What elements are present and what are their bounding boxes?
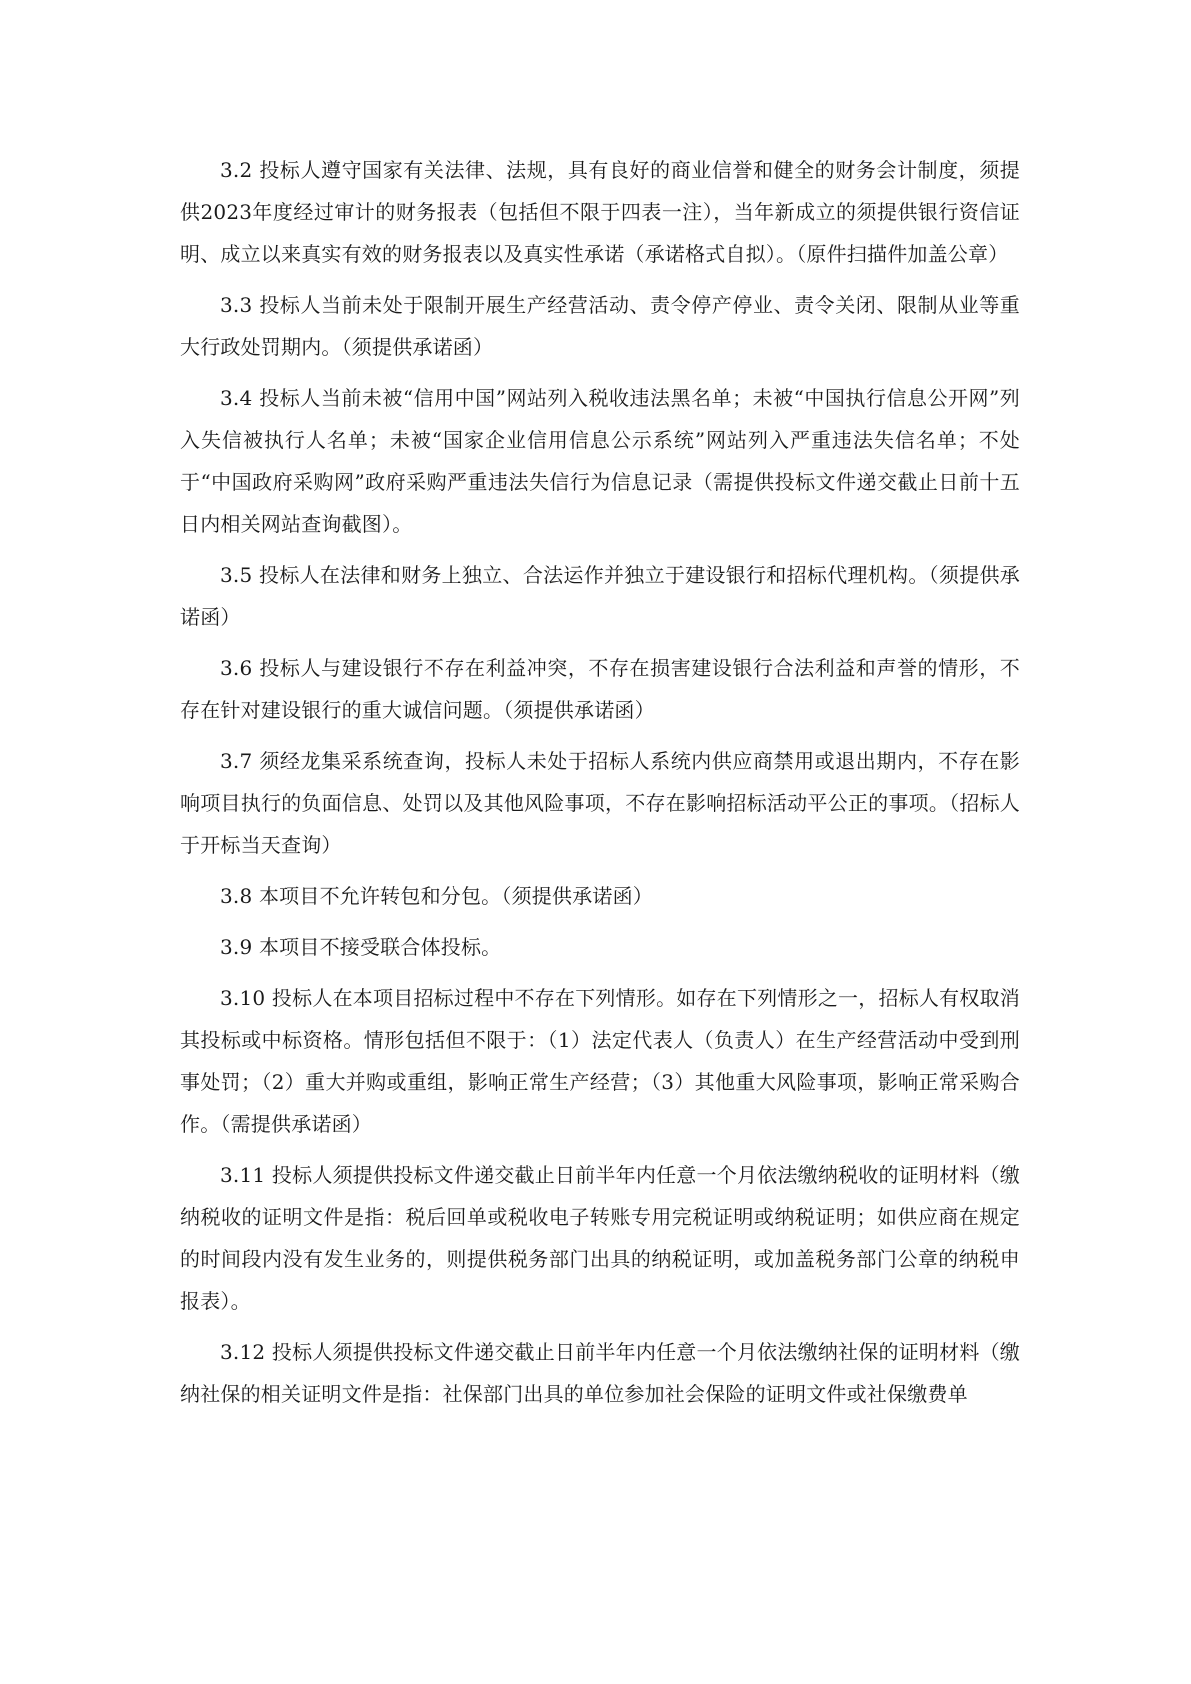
- paragraph-3-2: 3.2 投标人遵守国家有关法律、法规，具有良好的商业信誉和健全的财务会计制度，须提供2023年度经过审计的财务报表（包括但不限于四表一注），当年新成立的须提供银行资信证明、成立以来真实有效的财务报表以及真实性承诺（承诺格式自拟）。（原件扫描件加盖公章）: [180, 158, 1020, 266]
- paragraph-3-3: 3.3 投标人当前未处于限制开展生产经营活动、责令停产停业、责令关闭、限制从业等重大行政处罚期内。（须提供承诺函）: [180, 293, 1020, 359]
- paragraph-3-11: 3.11 投标人须提供投标文件递交截止日前半年内任意一个月依法缴纳税收的证明材料（缴纳税收的证明文件是指：税后回单或税收电子转账专用完税证明或纳税证明；如供应商在规定的时间段内没有发生业务的，则提供税务部门出具的纳税证明，或加盖税务部门公章的纳税申报表）。: [180, 1163, 1020, 1313]
- document-body: [180, 149, 1020, 1424]
- paragraph-3-5: 3.5 投标人在法律和财务上独立、合法运作并独立于建设银行和招标代理机构。（须提供承诺函）: [180, 563, 1020, 629]
- paragraph-3-9: 3.9 本项目不接受联合体投标。: [220, 935, 502, 959]
- paragraph-3-4: 3.4 投标人当前未被“信用中国”网站列入税收违法黑名单；未被“中国执行信息公开网”列入失信被执行人名单；未被“国家企业信用信息公示系统”网站列入严重违法失信名单；不处于“中国政府采购网”政府采购严重违法失信行为信息记录（需提供投标文件递交截止日前十五日内相关网站查询截图）。: [180, 386, 1020, 536]
- paragraph-3-10: 3.10 投标人在本项目招标过程中不存在下列情形。如存在下列情形之一，招标人有权取消其投标或中标资格。情形包括但不限于：（1）法定代表人（负责人）在生产经营活动中受到刑事处罚；（2）重大并购或重组，影响正常生产经营；（3）其他重大风险事项，影响正常采购合作。（需提供承诺函）: [180, 986, 1020, 1136]
- paragraph-3-7: 3.7 须经龙集采系统查询，投标人未处于招标人系统内供应商禁用或退出期内，不存在影响项目执行的负面信息、处罚以及其他风险事项，不存在影响招标活动平公正的事项。（招标人于开标当天查询）: [180, 749, 1020, 857]
- paragraph-3-6: 3.6 投标人与建设银行不存在利益冲突，不存在损害建设银行合法利益和声誉的情形，不存在针对建设银行的重大诚信问题。（须提供承诺函）: [180, 656, 1020, 722]
- paragraph-3-12: 3.12 投标人须提供投标文件递交截止日前半年内任意一个月依法缴纳社保的证明材料（缴纳社保的相关证明文件是指：社保部门出具的单位参加社会保险的证明文件或社保缴费单: [180, 1340, 1020, 1406]
- paragraph-3-8: 3.8 本项目不允许转包和分包。（须提供承诺函）: [220, 884, 653, 908]
